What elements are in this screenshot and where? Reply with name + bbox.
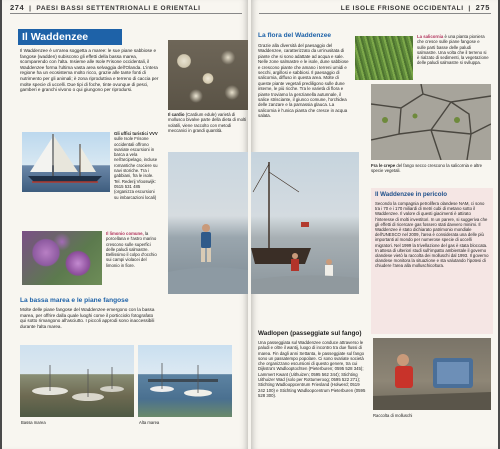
left-header-rule [10, 13, 242, 14]
statice-caption-title: Il limonio comune, [106, 231, 144, 236]
salicornia-photo [355, 36, 413, 80]
danger-title: Il Waddenzee in pericolo [375, 191, 447, 198]
flora-text: Grazie alla diversità del paesaggio del Waddenzee, caratterizzato da un'inusitata di piante che si sono adattate ad acqua e sale. Nelle zone salmastre e le isole, dune sabbiose e crescono piante che amano i terreni umidi e secchi, argillosi e sabbiosi. Il paesaggio di salicornia, diffuso in questa area. Molte di queste piante vegetali prediligono sulle dune interne, le più ricche. Tra le varietà di flora e piante troviamo la genzianella autunnale, il salice strisciante, il giunco comune, l'orchidea delle zanzare e la parnassia glauca. La salicornia è l'unica pianta che cresce in acqua salata. [258, 43, 349, 119]
statice-caption [106, 231, 158, 268]
boat-caption-text: sulle Isole Frisone occidentali offrono svariate escursioni in barca a vela nell'arcipelago, incluse romantiche crociere su navi storiche. Tra i gabbiani, fra le isole. Tel. Rederij Vlooswijk: 0515 531 485 (organizza escursioni su imbarcazioni locali) [114, 136, 158, 200]
cockle-caption-title: Il cardio [168, 112, 185, 117]
book-spread [2, 0, 498, 449]
intro-text: Il Waddenzee è un'area soggetta a maree: le sue piane sabbiose e fangose (wadden) subiscono gli effetti della bassa marea, scomparendo con l'alta. Insieme alle Isole Frisone occidentali, il Waddenzee forma l'ultima vasta area selvaggia dell'Olanda. L'intera regione ha un ecosistema molto ricco, grazie alle tante fonti di nutrimento per gli animali; è zona riproduttiva e terreno di caccia per molte specie di uccelli. Due tipi di foche, tinte ovunque di pesci, gamberi e granchi vivono o qui giungono per riprodursi. [20, 48, 159, 93]
statice-photo [22, 231, 102, 285]
right-header-rule [259, 13, 491, 14]
walker-photo-right [251, 152, 359, 294]
flora-title: La flora del Waddenzee [258, 32, 332, 39]
crepe-caption-title: Fra le crepe [371, 163, 396, 168]
left-running-title: PAESI BASSI SETTENTRIONALI E ORIENTALI [36, 5, 201, 12]
statice-caption-text: la porcellana e l'astro marino crescono sulle superfici delle paludi salmastre. Bellissimo il colpo d'occhio sui campi violacei del limonio in fiore. [106, 231, 157, 268]
low-tide-label: Bassa marea [21, 420, 46, 425]
danger-text: Secondo la compagnia petrolifera olandese NAM, ci sono tra i 70 e i 170 miliardi di metri cubi di metano sotto il Waddenzee. Il valore di questi giacimenti è attirato l'interesse di molti investitori. In un parere, si suggeriva che gli effetti di ricercare gas fossero stati davvero minimi. Il Waddenzee è stato dichiarato patrimonio mondiale dell'UNESCO nel 2009, l'area è considerata una delle più importanti al mondo per numerose specie di uccelli migratori. Nel 1999 la trivellazione del gas è stata bloccata. In attesa di ulteriori studi sull'impatto ambientale il governo olandese vietò la raccolta dei molluschi dal 1993. Il governo olandese monitora la situazione e sta valutando l'ipotesi di chiudere l'area alla molluschicoltura. [375, 201, 489, 269]
walk-text: Una passeggiata sul Waddenzee conduce attraverso le paludi e oltre il wantij, luogo di incontro tra due flussi di marea. Fin dagli anni Settanta, le passeggiate sul fango sono un passatempo popolare. Ci sono svariate società che organizzano escursioni di questo genere, tra cui Dijkstra's Wadlooptochten (Pieterburen; 0595 528 345); Lammert Kwant (Uithuizen; 0595 562 344); Stichting Uithuizer Wad (solo per Rottumeroog; 0595 522 271); Stichting Wadlooppcentrum Friesland (Holwerd; 0519 242 100) e Stichting Wadloopcentrum Pieterburen (0595 528 300). [258, 340, 366, 398]
sailboat-photo [22, 132, 110, 192]
walk-title-main: Wadlopen [258, 330, 289, 337]
cockle-photo [168, 40, 248, 110]
cockle-caption [168, 112, 248, 133]
gatherer-caption: Raccolta di molluschi [373, 413, 413, 418]
walker-photo-left [168, 152, 248, 294]
mud-cracks [371, 84, 491, 160]
left-page [2, 0, 248, 449]
cockle-caption-text: (Cardium edule) varietà di mollusco bivalve parte della dieta di molti volatili, viene raccolto con metodi meccanici in grandi quantità. [168, 112, 247, 133]
gatherer-photo [373, 338, 491, 410]
salicornia-caption-title: La salicornia [417, 34, 444, 39]
right-running-title: LE ISOLE FRISONE OCCIDENTALI [340, 5, 464, 12]
danger-box [371, 188, 493, 334]
right-page [251, 0, 498, 449]
cracked-mud-photo [371, 84, 491, 160]
salicornia-caption [417, 34, 489, 66]
boat-caption [114, 131, 158, 200]
right-page-number: 275 [475, 3, 490, 12]
left-page-number: 274 [10, 3, 25, 12]
section-text-low-tide: Molte delle piane fangose del Waddenzee emergono con la bassa marea, per offrire dalla quale luoghi come il porticciolo fotografato qui sotto rimangono all'asciutto. I piccoli approdi sono inaccessibili durante l'alta marea. [20, 307, 155, 329]
walker-figure [168, 152, 248, 294]
crepe-caption [371, 163, 491, 174]
high-tide-boats [138, 345, 232, 417]
right-running-head: LE ISOLE FRISONE OCCIDENTALI | 275 [340, 3, 490, 12]
gatherer-figure [373, 338, 491, 410]
high-tide-photo [138, 345, 232, 417]
salicornia-caption-text: è una pianta pioniera che cresce sulle piane fangose e sulle parti basse delle paludi salmastre. Una volta che il terreno si è rialzato di sedimenti, la vegetazione delle paludi salmastre si sviluppa. [417, 34, 489, 66]
low-tide-boats [20, 345, 134, 417]
crepe-caption-text: del fango secco crescono la salicornia e altre specie vegetali. [371, 163, 483, 174]
walk-title-rest: (passeggiate sul fango) [290, 330, 362, 337]
section-title-low-tide: La bassa marea e le piane fangose [20, 297, 129, 304]
sailboat-illustration [22, 132, 110, 192]
left-running-head: 274 | PAESI BASSI SETTENTRIONALI E ORIENTALI [10, 3, 201, 12]
page-title: Il Waddenzee [18, 29, 122, 45]
low-tide-photo [20, 345, 134, 417]
boat-caption-title: Gli uffici turistici VVV [114, 131, 158, 136]
high-tide-label: Alta marea [139, 420, 160, 425]
beach-boat-illustration [251, 152, 359, 294]
walk-title [258, 330, 361, 337]
